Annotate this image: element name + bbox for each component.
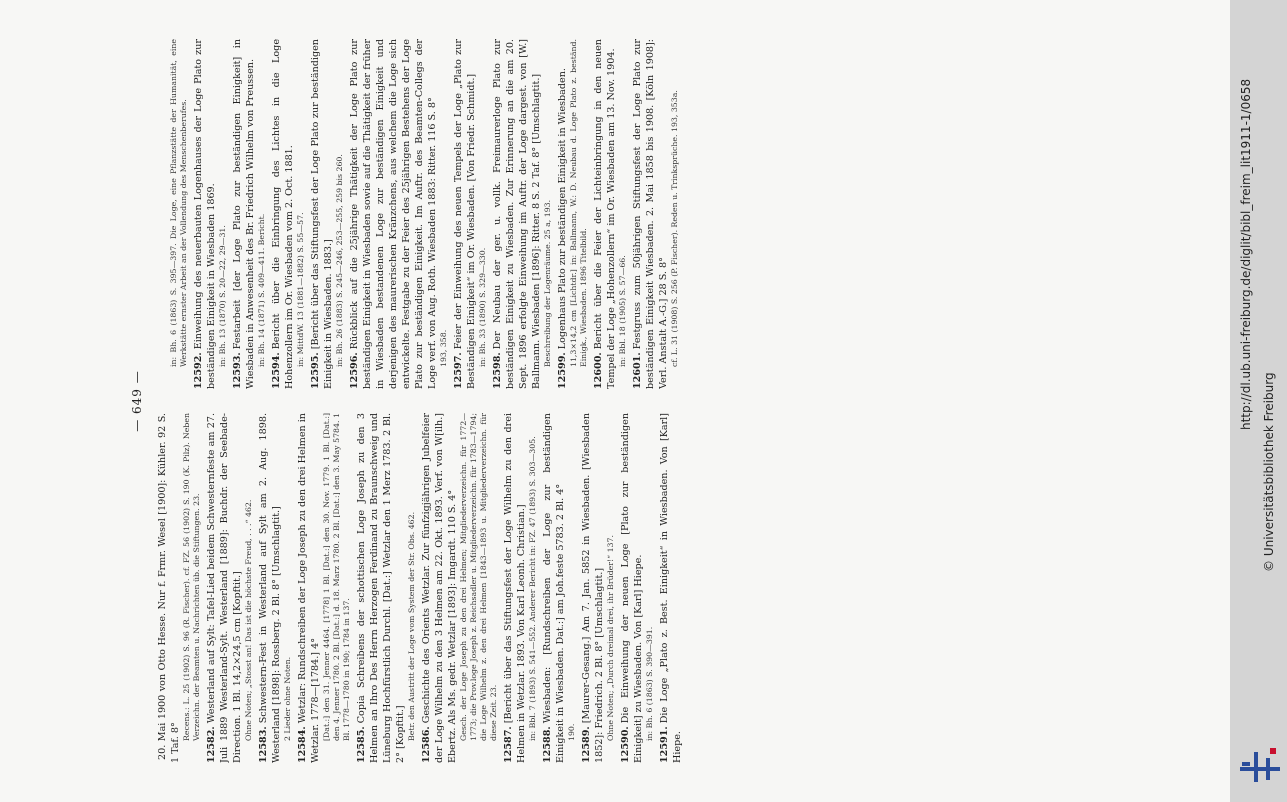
- entry-text: Festgruss zum 50jährigen Stiftungsfest der Loge Plato zur beständigen Einigkeit Wiesbaden. 2. Mai 1858 bis 1908. [Köln 1908]: Verl. Anstalt A.-G.] 28 S. 8°: [632, 39, 669, 389]
- logo-bar-left: [1242, 762, 1250, 766]
- entry-note: in: Bh. 26 (1883) S. 245—246, 253—255, 259 bis 260.: [335, 154, 344, 367]
- page-number: — 649 —: [130, 370, 144, 432]
- entry-text: Feier der Einweihung des neuen Tempels der Loge „Plato zur Beständigen Einigkeit“ im Or. Wiesbaden. [Von Friedr. Schmidt.]: [453, 39, 477, 389]
- entry-text: Festarbeit [der Loge Plato zur beständigen Einigkeit] in Wiesbaden in Anwesenheit des Br. Friedrich Wilhelm von Preussen.: [232, 39, 256, 389]
- catalog-entry: [192, 39, 228, 389]
- catalog-entry: [156, 39, 189, 389]
- catalog-entry: [592, 39, 628, 389]
- entry-number: 12595.: [310, 352, 321, 389]
- entry-number: 12597.: [453, 352, 464, 389]
- entry-text: Wetzlar: Rundschreiben der Loge Joseph zu den drei Helmen in Wetzlar. 1778—[1784.] 4°: [297, 413, 321, 763]
- entry-note: [Dat.:] den 31. Jenner 4464. [1778] 1 Bl. [Dat.:] den 30. Nov. 1779. 1 Bl. [Dat.:] den 4. Jenner 1780. 2 Bl. [Dat.:] d. 18. Marz 1780. 2 Bl. [Dat.:] den 3. May 5784. 1 Bl. 1778—1780 in 190; 1784 in 137.: [322, 413, 351, 741]
- entry-note: in: Bh. 14 (1871) S. 409—411. Bericht.: [257, 213, 266, 367]
- entry-note: in: Bh. 13 (1870) S. 20—22, 29—31.: [218, 225, 227, 367]
- entry-text: [Bericht über das Stiftungsfest der Loge Plato zur beständigen Einigkeit in Wiesbaden. 1883.]: [310, 39, 334, 389]
- entry-number: 12598.: [492, 352, 503, 389]
- entry-number: 12599.: [557, 352, 568, 389]
- entry-note: Recens.: L. 25 (1902) S. 96 (R. Fischer). cf. FZ. 56 (1902) S. 190 (K. Pilz). Neben Verzeichn. der Beamten u. Nachrichten üb. die Stiftungen. 23.: [182, 413, 201, 741]
- logo-bar-right: [1266, 758, 1270, 780]
- catalog-entry: [270, 39, 306, 389]
- catalog-entry: [619, 413, 655, 763]
- entry-text: Logenhaus Plato zur beständigen Einigkeit in Wiesbaden.: [557, 68, 568, 350]
- entry-note: Ohne Noten; „Stosst an! Das ist die höchste Freud, . . .“ 462.: [244, 499, 253, 741]
- catalog-entry: [420, 413, 499, 763]
- entry-text: Der Neubau der ger. u. vollk. Freimaurerloge Plato zur beständigen Einigkeit zu Wiesbaden. Zur Erinnerung an die am 20. Sept. 1896 erfolgte Einweihung im Auftr. der Loge dargest. von [W.] Ballmann. Wiesbaden [1896]: Ritter. 8 S. 2 Taf. 8° [Umschlagtit.]: [492, 39, 542, 389]
- entry-number: 12600.: [593, 352, 604, 389]
- entry-note: in: Bh. 6 (1863) S. 390—391.: [645, 626, 654, 741]
- catalog-entry: [631, 39, 680, 389]
- entry-number: 12590.: [620, 726, 631, 763]
- entry-text: Schwestern-Fest in Westerland auf Sylt am 2. Aug. 1898. Westerland [1898]: Rossberg. 2 Bl. 8° [Umschlagtit.]: [258, 413, 282, 763]
- entry-number: 12588.: [542, 726, 553, 763]
- entry-note: in: Bbl. 7 (1893) S. 541—552. Anderer Bericht in: FZ. 47 (1893) S. 303—305.: [528, 436, 537, 741]
- catalog-entry: [205, 413, 254, 763]
- catalog-entry: [156, 413, 202, 763]
- logo-bar-top: [1254, 752, 1258, 782]
- catalog-entry: [556, 39, 589, 389]
- catalog-entry: [658, 413, 684, 763]
- rotated-book-page: [130, 21, 1130, 781]
- catalog-entry: [580, 413, 616, 763]
- entry-number: 12586.: [421, 726, 432, 763]
- entry-note: 190.: [567, 723, 576, 741]
- entry-number: 12587.: [503, 726, 514, 763]
- copyright-notice: © Universitätsbibliothek Freiburg: [1262, 372, 1276, 572]
- entry-text: Wiesbaden: [Rundschreiben der Loge zur beständigen Einigkeit in Wiesbaden. Dat.:] am Joh.feste 5783. 2 Bl. 4°: [542, 413, 566, 763]
- catalog-entry: [452, 39, 488, 389]
- entry-number: 12596.: [349, 352, 360, 389]
- entry-number: 12591.: [659, 726, 670, 763]
- entry-note: in: MittdW. 13 (1881—1882) S. 55—57.: [296, 212, 305, 367]
- entry-note: Ohne Noten; „Durch dreimal drei, ihr Brüder!“ 137.: [606, 535, 615, 741]
- entry-text: Geschichte des Orients Wetzlar. Zur fünfzigjährigen Jubelfeier der Loge Wilhelm zu den 3 Helmen am 22. Okt. 1893. Verf. von W[ilh.] Ebertz. Als Ms. gedr. Wetzlar [1893]: Imgardt. 110 S. 4°: [421, 413, 458, 763]
- entry-text: Einweihung des neuerbauten Logenhauses der Loge Plato zur beständigen Einigkeit in Wiesbaden 1869.: [193, 39, 217, 389]
- entry-text: Bericht über die Feier der Lichteinbringung in den neuen Tempel der Loge „Hohenzollern“ im Or. Wiesbaden am 13. Nov. 1904.: [593, 39, 617, 389]
- entry-note: in: Bh. 33 (1890) S. 329—330.: [478, 247, 487, 367]
- entry-note: Gesch. der Loge Joseph zu den drei Helmen; Mitgliederverzeichn. für 1772—1773; die Prov.loge Joseph z. Reichsadler u. Mitgliederverzeichn. für 1783—1794; die Loge Wilhelm z. den drei Helmen [1843—1893 u. Mitgliederverzeichn. für diese Zeit. 23.: [459, 413, 498, 741]
- entry-number: 12594.: [271, 352, 282, 389]
- catalog-entry: [257, 413, 293, 763]
- entry-text: Rückblick auf die 25jährige Thätigkeit der Loge Plato zur beständigen Einigkeit in Wiesbaden sowie auf die Thätigkeit der früher in Wiesbaden bestandenen Loge zur beständigen Einigkeit und derjenigen des maurerischen Kränzchens, aus welchem die Loge sich entwickelte. Festgabe zu der Feier des 25jährigen Bestehens der Loge Plato zur beständigen Einigkeit. Im Auftr. des Beamten-Collegs der Loge verf. von Aug. Roth. Wiesbaden 1883: Ritter. 116 S. 8°: [349, 39, 438, 389]
- entry-number: 12592.: [193, 352, 204, 389]
- entry-number: 12601.: [632, 352, 643, 389]
- catalog-entry: [309, 39, 345, 389]
- entry-note: 2 Lieder ohne Noten.: [283, 656, 292, 741]
- catalog-entry: [231, 39, 267, 389]
- catalog-entry: [348, 39, 449, 389]
- entry-note: cf. L. 31 (1908) S. 256 (P. Fischer). Reden u. Trinksprüche. 193, 353a.: [670, 90, 679, 367]
- catalog-entry: [541, 413, 577, 763]
- entry-text: Die Loge „Plato z. Best. Einigkeit“ in Wiesbaden. Von [Karl] Hiepe.: [659, 413, 683, 763]
- entry-text: [Maurer-Gesang.] Am 7. Jan. 5852 in Wiesbaden. [Wiesbaden 1852]: Friedrich. 2 Bl. 8° [Umschlagtit.]: [581, 413, 605, 763]
- catalog-entry: [491, 39, 553, 389]
- logo-accent: [1270, 748, 1276, 754]
- catalog-entry: [502, 413, 538, 763]
- entry-note: Betr. den Austritt der Loge vom System der Str. Obs. 462.: [407, 511, 416, 741]
- entry-number: 12589.: [581, 726, 592, 763]
- left-column: [156, 413, 1096, 763]
- entry-note: Beschreibung der Logenräume. 25 a, 193.: [543, 199, 552, 367]
- entry-number: 12584.: [297, 726, 308, 763]
- library-logo-icon: [1240, 748, 1284, 784]
- entry-text: Die Einweihung der neuen Loge [Plato zur beständigen Einigkeit] zu Wiesbaden. Von [Karl] Hiepe.: [620, 413, 644, 763]
- entry-text: Westerland auf Sylt: Tafel-Lied beidem Schwesternfeste am 27. Juli 1889 Westerland-Sylt. Westerland [1889]: Buchdr. der Seebade-Direction. 1 Bl. 14,2×24,5 cm [Kopftit.]: [206, 413, 243, 763]
- entry-note: in: Bbl. 18 (1905) S. 57—66.: [618, 255, 627, 367]
- logo-bar-center: [1240, 767, 1280, 771]
- right-column: [156, 39, 1096, 389]
- entry-number: 12585.: [356, 726, 367, 763]
- document-url[interactable]: http://dl.ub.uni-freiburg.de/diglit/bibl_freim_lit1911-1/0658: [1239, 78, 1253, 430]
- entry-note: 11,3×14,2 cm [Lichtdr.] in: Ballmann, W.: D. Neubau d. Loge Plato z. beständ. Einigk., Wiesbaden. 1896 Titelbild.: [569, 39, 588, 367]
- entry-note: 193, 358.: [439, 329, 448, 367]
- catalog-entry: [296, 413, 352, 763]
- catalog-entry: [355, 413, 417, 763]
- entry-number: 12582.: [206, 726, 217, 763]
- entry-text: Bericht über die Einbringung des Lichtes in die Loge Hohenzollern im Or. Wiesbaden vom 2. Oct. 1881.: [271, 39, 295, 389]
- entry-number: 12583.: [258, 726, 269, 763]
- entry-note: in: Bh. 6 (1863) S. 395—397. Die Loge, eine Pflanzstätte der Humanität, eine Werkstätte ernster Arbeit an der Vollendung des Menschenberufes.: [169, 39, 188, 367]
- entry-text: 20. Mai 1900 von Otto Hesse. Nur f. Frmr. Wesel [1900]: Kühler. 92 S. 1 Taf. 8°: [157, 413, 181, 763]
- entry-text: Copia Schreibens der schottischen Loge Joseph zu den 3 Helmen an Ihro Des Herrn Herzogen Ferdinand zu Braunschweig und Lüneburg Hochfürstlich Durchl. [Dat.:] Wetzlar den 1 Merz 1783. 2 Bl. 2° [Kopftit.]: [356, 413, 406, 763]
- entry-text: [Bericht über das Stiftungsfest der Loge Wilhelm zu den drei Helmen in Wetzlar. 1893. Von Karl Leonh. Christian.]: [503, 413, 527, 763]
- entry-number: 12593.: [232, 352, 243, 389]
